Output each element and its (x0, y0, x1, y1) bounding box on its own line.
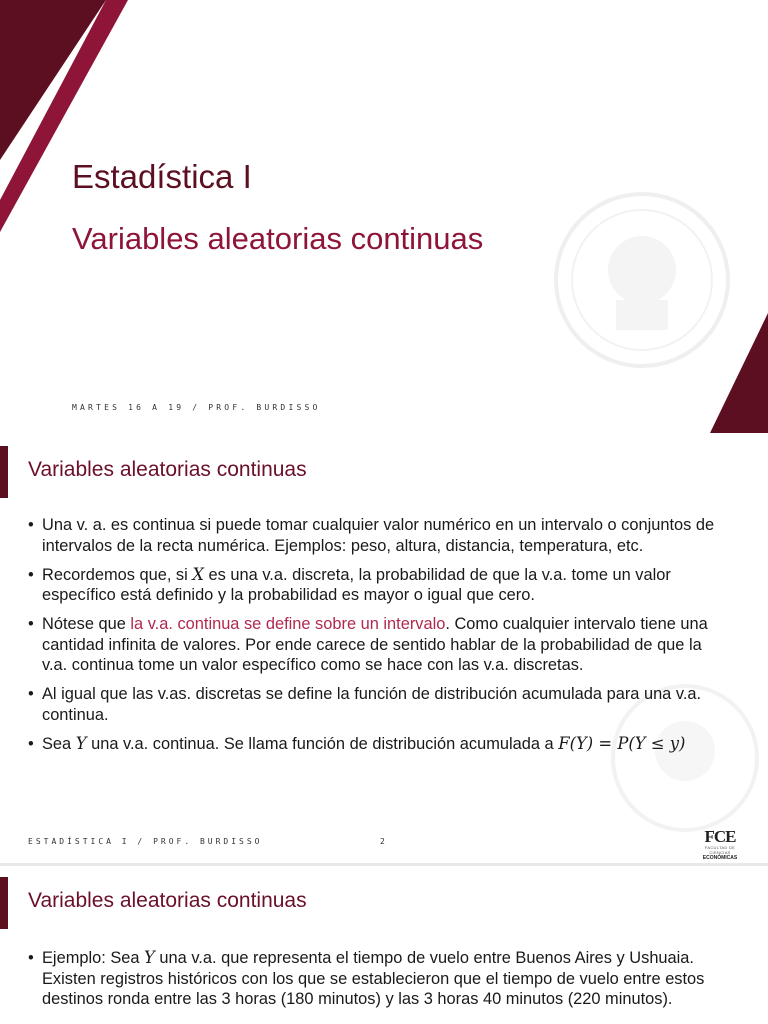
bullet-item: • Recordemos que, si X es una v.a. discreta, la probabilidad de que la v.a. tome un valor específico está definido y la probabilidad es mayor o igual que cero. (28, 565, 718, 606)
top-left-corner-decoration (0, 0, 130, 240)
bullet-list (28, 948, 718, 1018)
highlighted-text: la v.a. continua se define sobre un intervalo (130, 615, 446, 633)
title-slide (0, 0, 768, 433)
slide-footer: ESTADÍSTICA I / PROF. BURDISSO (28, 837, 263, 846)
slide-heading: Variables aleatorias continuas (28, 889, 307, 912)
course-byline: MARTES 16 A 19 / PROF. BURDISSO (72, 403, 321, 412)
math-formula: F(Y) = P(Y ≤ y) (558, 733, 686, 753)
heading-accent-bar (0, 877, 8, 929)
presentation-title: Estadística I (72, 158, 252, 195)
university-seal-watermark (552, 190, 732, 370)
bullet-item: • Una v. a. es continua si puede tomar cualquier valor numérico en un intervalo o conjuntos de intervalos de la recta numérica. Ejemplos: peso, altura, distancia, temperatura, etc. (28, 515, 718, 556)
content-slide-3 (0, 866, 768, 1024)
bottom-right-triangle-decoration (710, 313, 768, 433)
math-variable: Y (75, 733, 87, 753)
bullet-item: • Sea Y una v.a. continua. Se llama función de distribución acumulada a F(Y) = P(Y ≤ y) (28, 734, 718, 755)
content-slide-2 (0, 433, 768, 864)
heading-accent-bar (0, 446, 8, 498)
slide-heading: Variables aleatorias continuas (28, 458, 307, 481)
bullet-item: • Ejemplo: Sea Y una v.a. que representa el tiempo de vuelo entre Buenos Aires y Ushuaia. Existen registros históricos con los que se establecieron que el tiempo de vuelo entre estos destinos ronda entre las 3 horas (180 minutos) y las 3 horas 40 minutos (220 minutos). (28, 948, 718, 1010)
bullet-list (28, 515, 718, 763)
bullet-item: • Al igual que las v.as. discretas se define la función de distribución acumulada para una v.a. continua. (28, 684, 718, 725)
faculty-logo: FCE FACULTAD DE CIENCIAS ECONÓMICAS (702, 827, 738, 861)
page-number: 2 (380, 837, 388, 846)
math-variable: Y (144, 948, 155, 967)
bullet-item: • Nótese que la v.a. continua se define sobre un intervalo. Como cualquier intervalo tiene una cantidad infinita de valores. Por ende carece de sentido hablar de la probabilidad de que la v.a. continua tome un valor específico como se hace con las v.a. discretas. (28, 614, 718, 676)
math-variable: X (192, 564, 204, 584)
presentation-subtitle: Variables aleatorias continuas (72, 221, 484, 256)
